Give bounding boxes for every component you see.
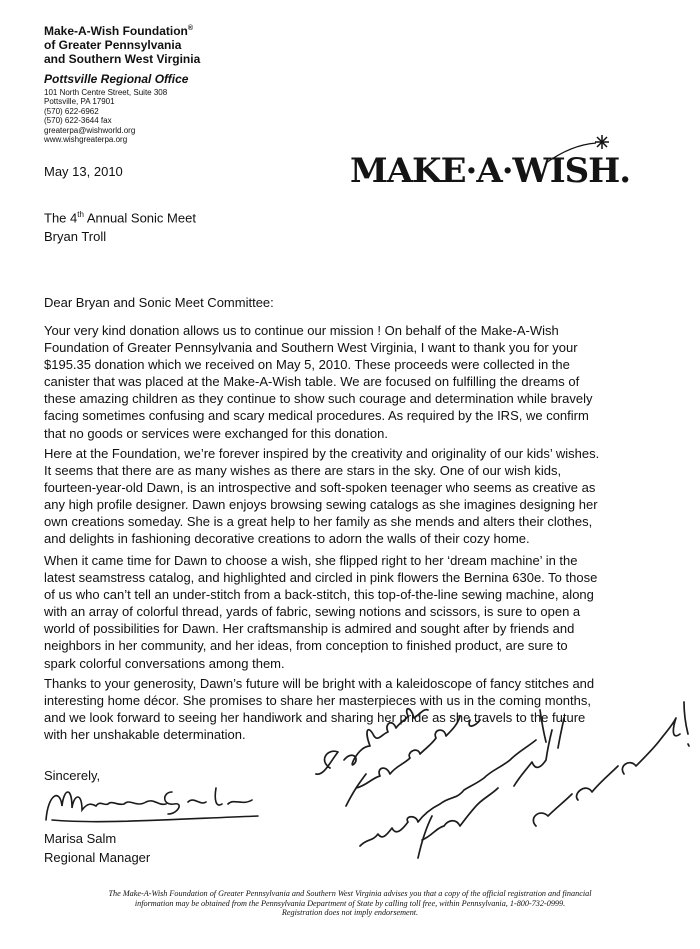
phone-line: (570) 622-6962: [44, 106, 99, 116]
text-line: When it came time for Dawn to choose a wish, she flipped right to her ‘dream machine’ in the: [44, 553, 578, 568]
recipient-event-name: Annual Sonic Meet: [83, 210, 196, 226]
letterhead-organization: [44, 22, 200, 66]
text-line: It seems that there are as many wishes as there are stars in the sky. One of our wish kids,: [44, 463, 562, 479]
handwritten-signature: [38, 776, 268, 836]
address-line: Pottsville, PA 17901: [44, 97, 115, 107]
signer-block: [44, 829, 150, 867]
office-address: [44, 88, 167, 144]
make-a-wish-logo: [346, 133, 631, 193]
text-line: with her unshakable determination.: [44, 727, 246, 743]
logo-text: MAKE·A·WISH.: [350, 151, 631, 191]
ordinal-suffix: th: [77, 210, 84, 219]
text-line: Thanks to your generosity, Dawn’s future will be bright with a kaleidoscope of fancy stitches and: [44, 676, 595, 691]
text-line: own creations someday. She is a great help to her family as she mends and alters their clothes,: [44, 514, 593, 530]
closing: Sincerely,: [44, 768, 101, 783]
org-name-line1: Make-A-Wish Foundation: [44, 24, 188, 38]
signer-name: Marisa Salm: [44, 831, 117, 846]
email-line: greaterpa@wishworld.org: [44, 125, 136, 135]
text-line: any high profile designer. Dawn enjoys browsing sewing catalogs as she imagines designing her: [44, 497, 598, 513]
text-line: fourteen-year-old Dawn, is an introspective and soft-spoken teenager who seems as creative as: [44, 480, 596, 496]
text-line: canister that was placed at the Make-A-Wish table. We are focused on fulfilling the dreams of: [44, 374, 580, 390]
text-line: that no goods or services were exchanged for this donation.: [44, 425, 388, 441]
text-line: interesting home décor. She promises to share her masterpieces with us in the coming months,: [44, 693, 591, 709]
disclaimer-line: Registration does not imply endorsement.: [281, 908, 419, 917]
recipient-event-prefix: The 4: [44, 210, 78, 226]
disclaimer-line: The Make-A-Wish Foundation of Greater Pennsylvania and Southern West Virginia advises you that a copy of the official registration and financial: [108, 889, 592, 898]
salutation: Dear Bryan and Sonic Meet Committee:: [44, 295, 274, 310]
text-line: and we look forward to seeing her handiwork and sharing her pride as she travels to the future: [44, 710, 586, 726]
address-line: 101 North Centre Street, Suite 308: [44, 88, 168, 97]
text-line: with an array of colorful thread, yards of fabric, sewing notions and scissors, is sure to open a: [44, 604, 581, 620]
letter-date: May 13, 2010: [44, 164, 123, 179]
text-line: latest seamstress catalog, and highlighted and circled in pink flowers the Bernina 630e. To those: [44, 570, 598, 586]
office-name: Pottsville Regional Office: [44, 72, 189, 86]
fax-line: (570) 622-3644 fax: [44, 116, 112, 126]
text-line: world of possibilities for Dawn. Her craftsmanship is admired and sought after by friends and: [44, 621, 575, 637]
text-line: these amazing children as they continue to show such courage and determination while bravely: [44, 391, 593, 407]
text-line: spark colorful conversations among them.: [44, 655, 285, 671]
text-line: Foundation of Greater Pennsylvania and Southern West Virginia, I want to thank you for your: [44, 340, 578, 356]
text-line: Here at the Foundation, we’re forever inspired by the creativity and originality of our kids’ wishes.: [44, 446, 600, 461]
text-line: and delights in fashioning decorative creations to adorn the walls of their cozy home.: [44, 531, 530, 547]
paragraph-3: [44, 552, 664, 672]
text-line: Your very kind donation allows us to continue our mission ! On behalf of the Make-A-Wish: [44, 323, 559, 338]
recipient-block: [44, 205, 196, 246]
paragraph-2: [44, 445, 664, 548]
recipient-name: Bryan Troll: [44, 229, 107, 245]
org-name-line2: of Greater Pennsylvania: [44, 38, 182, 52]
text-line: of us who can’t tell an under-stitch from a back-stitch, this top-of-the-line sewing machine, along: [44, 587, 594, 603]
signer-title: Regional Manager: [44, 850, 151, 865]
registered-mark: ®: [187, 25, 194, 32]
disclaimer-line: information may be obtained from the Pennsylvania Department of State by calling toll free, within Pennsylvania, 1-800-732-0999.: [134, 898, 566, 908]
paragraph-1: [44, 322, 664, 442]
text-line: facing sometimes confusing and scary medical procedures. As required by the IRS, we confirm: [44, 408, 589, 424]
text-line: neighbors in her community, and her ideas, from conception to finished product, are sure to: [44, 638, 568, 654]
text-line: $195.35 donation which we received on May 5, 2010. These proceeds were collected in the: [44, 357, 570, 373]
website-line: www.wishgreaterpa.org: [44, 135, 128, 145]
handwritten-note: [300, 690, 700, 870]
legal-disclaimer: [20, 889, 680, 918]
org-name-line3: and Southern West Virginia: [44, 52, 201, 66]
